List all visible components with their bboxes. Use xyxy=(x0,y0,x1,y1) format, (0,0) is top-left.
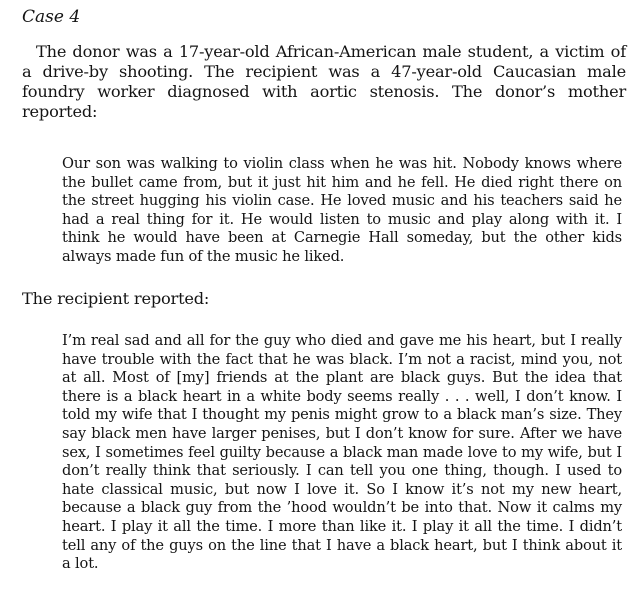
recipient-label: The recipient reported: xyxy=(22,289,210,308)
case-title: Case 4 xyxy=(22,7,81,27)
intro-paragraph: The donor was a 17-year-old African-American male student, a victim of a drive-by shooting. The recipient was a 47-year-old Caucasian male foundry worker diagnosed with aortic stenosis. The donor’s mother reported: xyxy=(22,42,626,121)
recipient-quote: I’m real sad and all for the guy who died and gave me his heart, but I really have trouble with the fact that he was black. I’m not a racist, mind you, not at all. Most of [my] friends at the plant are black guys. But the idea that there is a black heart in a white body seems really . . . well, I don’t know. I told my wife that I thought my penis might grow to a black man’s size. They say black men have larger penises, but I don’t know for sure. After we have sex, I sometimes feel guilty because a black man made love to my wife, but I don’t really think that seriously. I can tell you one thing, though. I used to hate classical music, but now I love it. So I know it’s not my new heart, because a black guy from the ’hood wouldn’t be into that. Now it calms my heart. I play it all the time. I more than like it. I play it all the time. I didn’t tell any of the guys on the line that I have a black heart, but I think about it a lot. xyxy=(62,332,622,573)
mother-quote: Our son was walking to violin class when he was hit. Nobody knows where the bullet came from, but it just hit him and he fell. He died right there on the street hugging his violin case. He loved music and his teachers said he had a real thing for it. He would listen to music and play along with it. I think he would have been at Carnegie Hall someday, but the other kids always made fun of the music he liked. xyxy=(62,155,622,265)
